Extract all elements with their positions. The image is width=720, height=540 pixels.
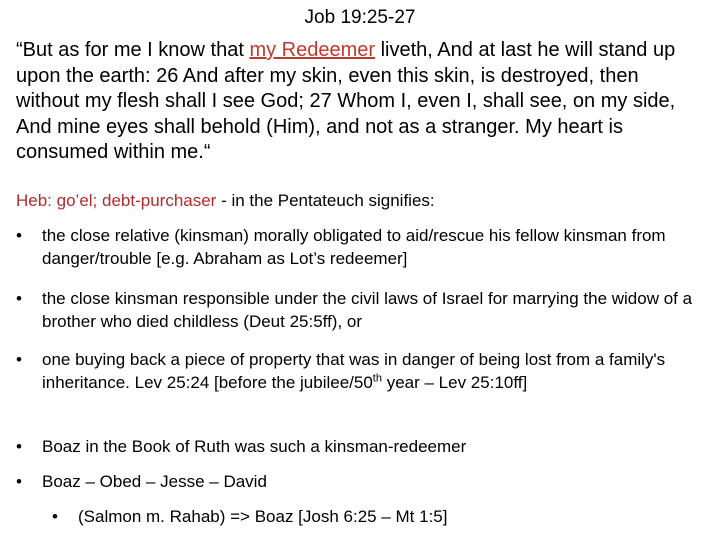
list-item-text: the close relative (kinsman) morally obligated to aid/rescue his fellow kinsman from danger/trouble [e.g. Abraham as Lot’s redeemer]: [42, 226, 666, 268]
list-item-text-part: year – Lev 25:10ff]: [381, 373, 528, 392]
hebrew-definition-rest: - in the Pentateuch signifies:: [216, 191, 435, 210]
quote-text-end: liveth, And at last he will stand up upon the earth: 26 And after my skin, even this skin, is destroyed, then without my flesh shall I see God; 27 Whom I, even I, shall see, on my side, And mine eyes shall behold (Him), and not as a stranger. My heart is consumed within me.“: [16, 39, 676, 163]
scripture-quote: [16, 38, 706, 166]
bullet-dot: •: [52, 507, 58, 526]
ordinal-suffix: th: [372, 372, 382, 385]
list-item-text-part: one buying back a piece of property that was in danger of being lost from a family's inheritance. Lev 25:24 [before the jubilee/50: [42, 350, 666, 392]
bullet-dot: •: [16, 226, 22, 245]
bullet-dot: •: [16, 472, 22, 491]
list-item-text: Boaz in the Book of Ruth was such a kinsman-redeemer: [42, 437, 467, 456]
quote-text-start: “But as for me I know that: [16, 39, 250, 61]
hebrew-term: Heb: go’el; debt-purchaser: [16, 191, 217, 210]
list-item-text: Boaz – Obed – Jesse – David: [42, 472, 267, 491]
hebrew-definition: [16, 190, 706, 212]
quote-highlight-redeemer: my Redeemer: [249, 39, 376, 61]
bullet-dot: •: [16, 437, 22, 456]
sub-list-item-text: (Salmon m. Rahab) => Boaz [Josh 6:25 – Mt 1:5]: [78, 507, 448, 526]
bullet-dot: •: [16, 289, 22, 308]
list-item-text: the close kinsman responsible under the civil laws of Israel for marrying the widow of a brother who died childless (Deut 25:5ff), or: [42, 289, 693, 331]
slide-title: Job 19:25-27: [304, 7, 416, 28]
list-item-text: [42, 348, 700, 394]
bullet-dot: •: [16, 350, 22, 369]
